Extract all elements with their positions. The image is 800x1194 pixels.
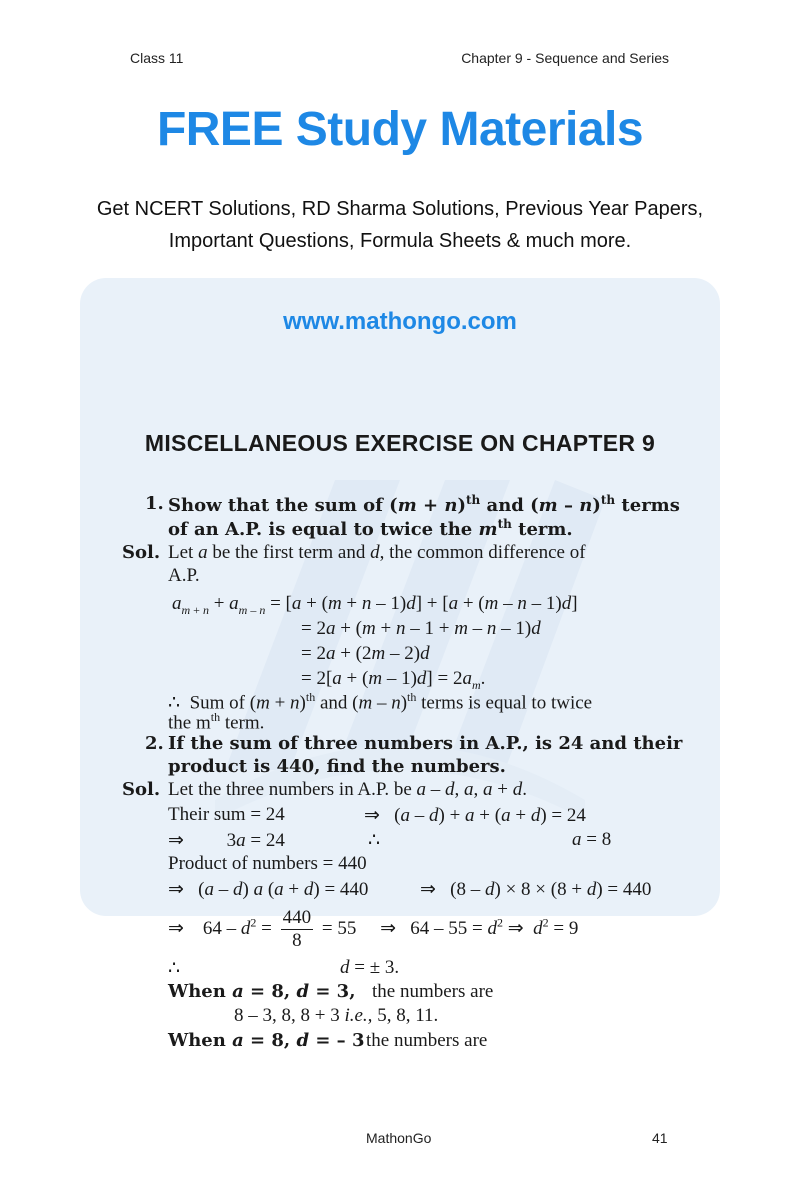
banner-subtitle-line2: Important Questions, Formula Sheets & much more.: [168, 230, 632, 252]
header-class: Class 11: [130, 50, 184, 66]
sol1-line1: Let a be the first term and d, the common difference of: [168, 542, 586, 563]
sol2-3a: ⇒ 3a = 24: [168, 830, 285, 851]
footer-brand: MathonGo: [366, 1130, 432, 1146]
sol2-therefore: ∴: [368, 830, 381, 851]
sol1-conclusion-line1: ∴ Sum of $(m + n)^{th}$ and (m – n)$^{th}$ terms is equal to twice: [168, 690, 593, 714]
sol2-d-value: d = ± 3.: [340, 957, 400, 978]
q1-line1: [168, 493, 688, 516]
q2-number: 2.: [145, 733, 164, 754]
header-chapter: Chapter 9 - Sequence and Series: [461, 50, 669, 66]
sol2-therefore2: ∴: [168, 958, 181, 979]
sol1-eq3: = 2a + (2m – 2)d: [301, 643, 430, 664]
sol2-product: Product of numbers = 440: [168, 853, 367, 874]
page-number: 41: [652, 1130, 668, 1146]
sol2-line1: Let the three numbers in A.P. be a – d, a, a + d.: [168, 779, 527, 800]
sol1-eq2: = 2a + (m + n – 1 + m – n – 1)d: [301, 618, 541, 639]
sol2-a-value: a = 8: [572, 829, 612, 850]
case1-result: 8 – 3, 8, 8 + 3 i.e., 5, 8, 11.: [234, 1005, 439, 1026]
sol1-conclusion-line2: the $m^{th}$ term.: [168, 710, 265, 734]
banner-subtitle-line1: Get NCERT Solutions, RD Sharma Solutions, Previous Year Papers,: [96, 198, 704, 220]
q1-line1-text: Show that the sum of $(m + n)^{th}$ and (m – n)$^{th}$ terms: [168, 493, 680, 516]
case1-label: When a = 8, d = 3,: [168, 981, 356, 1002]
sol2-sum-expansion: ⇒ (a – d) + a + (a + d) = 24: [364, 805, 586, 826]
sol1-line2: A.P.: [168, 565, 200, 586]
q1-number: 1.: [145, 493, 164, 514]
sol1-label: Sol.: [122, 542, 161, 563]
q2-line1: If the sum of three numbers in A.P., is 24 and their: [168, 733, 683, 754]
sol2-product-eq: ⇒ (a – d) a (a + d) = 440: [168, 879, 369, 900]
case2-label: When a = 8, d = – 3: [168, 1030, 365, 1051]
q1-line2-text: of an A.P. is equal to twice the $m^{th}$ term.: [168, 517, 573, 540]
sol2-d-squared: ⇒ $64 - d^2$ = $\frac{440}{8}$ = 55 ⇒ $64 - 55 = d^2$ ⇒ $d^2 = 9$: [168, 907, 579, 951]
fraction: $\frac{440}{8}$: [282, 907, 312, 951]
website-link[interactable]: www.mathongo.com: [283, 308, 517, 335]
case1-text: the numbers are: [372, 981, 494, 1002]
exercise-title: MISCELLANEOUS EXERCISE ON CHAPTER 9: [144, 430, 656, 456]
sol1-eq1: $a_{m + n} + a_{m - n} = [a + (m + n - 1)d] + [a + (m - n - 1)d]$: [172, 593, 578, 617]
q1-line2: [168, 517, 573, 540]
sol1-eq4: = $2[a + (m - 1)d] = 2a_m$.: [301, 668, 486, 692]
sol2-sum: Their sum = 24: [168, 804, 285, 825]
sol2-label: Sol.: [122, 779, 161, 800]
banner-title: FREE Study Materials: [156, 103, 644, 156]
case2-text: the numbers are: [366, 1030, 488, 1051]
sol2-product-sub: ⇒ (8 – d) × 8 × (8 + d) = 440: [420, 879, 652, 900]
q2-line2: product is 440, find the numbers.: [168, 756, 506, 777]
